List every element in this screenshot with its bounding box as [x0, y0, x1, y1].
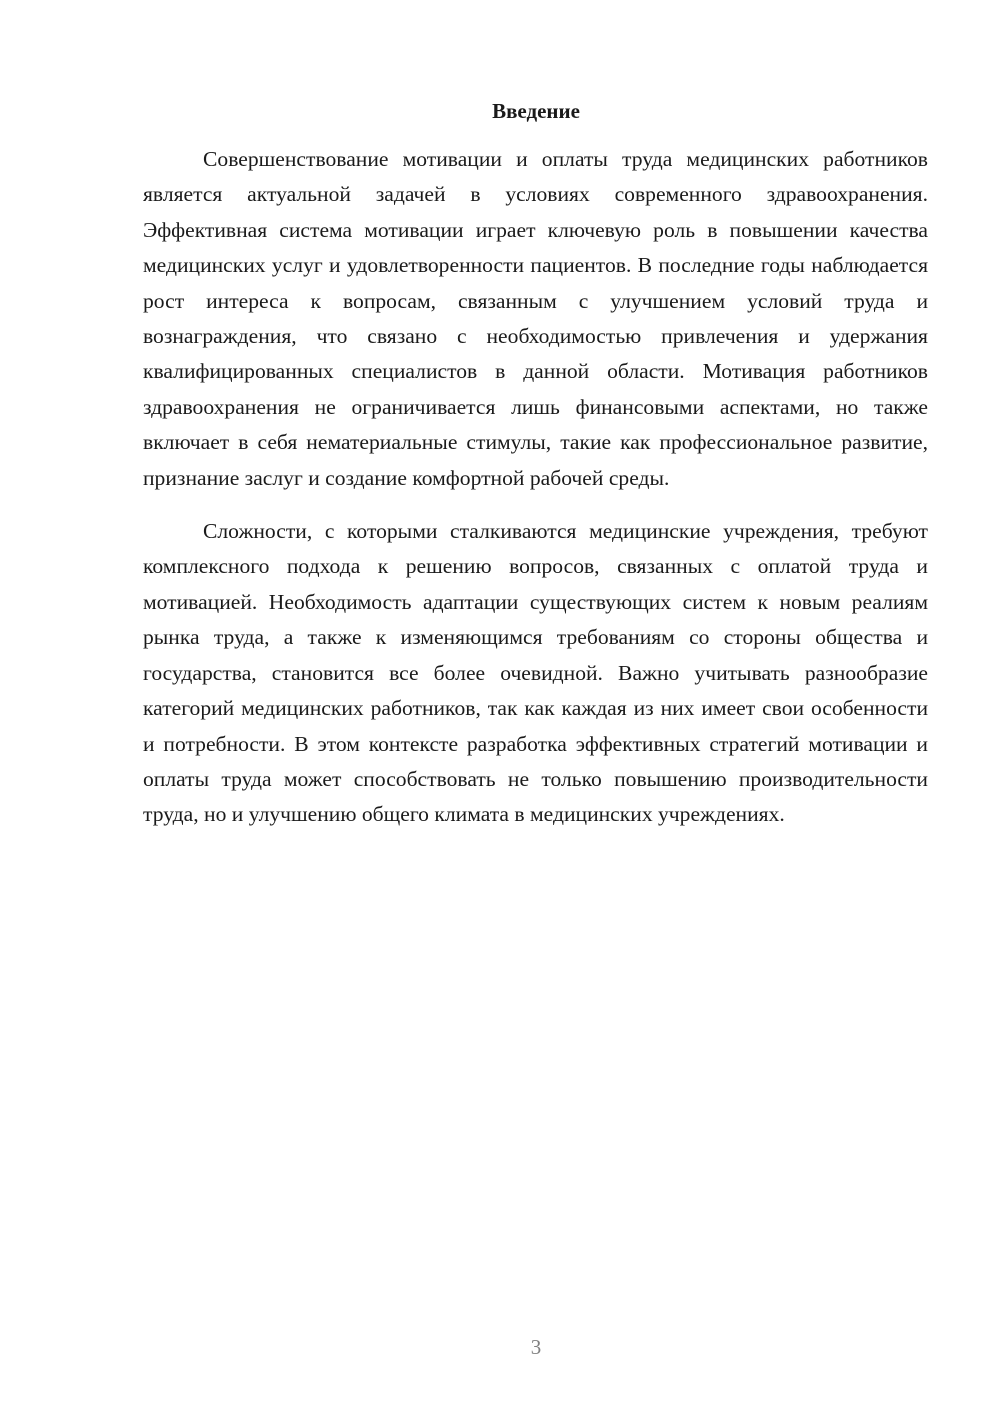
- section-title: Введение: [492, 99, 580, 123]
- page-number: 3: [530, 1335, 542, 1359]
- paragraph-1: Совершенствование мотивации и оплаты труда медицинских работников является актуальной задачей в условиях современного здравоохранения. Эффективная система мотивации играет ключевую роль в повышении качества медицинских услуг и удовлетворенности пациентов. В последние годы наблюдается рост интереса к вопросам, связанным с улучшением условий труда и вознаграждения, что связано с необходимостью привлечения и удержания квалифицированных специалистов в данной области. Мотивация работников здравоохранения не ограничивается лишь финансовыми аспектами, но также включает в себя нематериальные стимулы, такие как профессиональное развитие, признание заслуг и создание комфортной рабочей среды.: [143, 147, 928, 490]
- paragraph-2: Сложности, с которыми сталкиваются медицинские учреждения, требуют комплексного подхода к решению вопросов, связанных с оплатой труда и мотивацией. Необходимость адаптации существующих систем к новым реалиям рынка труда, а также к изменяющимся требованиям со стороны общества и государства, становится все более очевидной. Важно учитывать разнообразие категорий медицинских работников, так как каждая из них имеет свои особенности и потребности. В этом контексте разработка эффективных стратегий мотивации и оплаты труда может способствовать не только повышению производительности труда, но и улучшению общего климата в медицинских учреждениях.: [143, 519, 928, 827]
- body-text: [143, 142, 928, 833]
